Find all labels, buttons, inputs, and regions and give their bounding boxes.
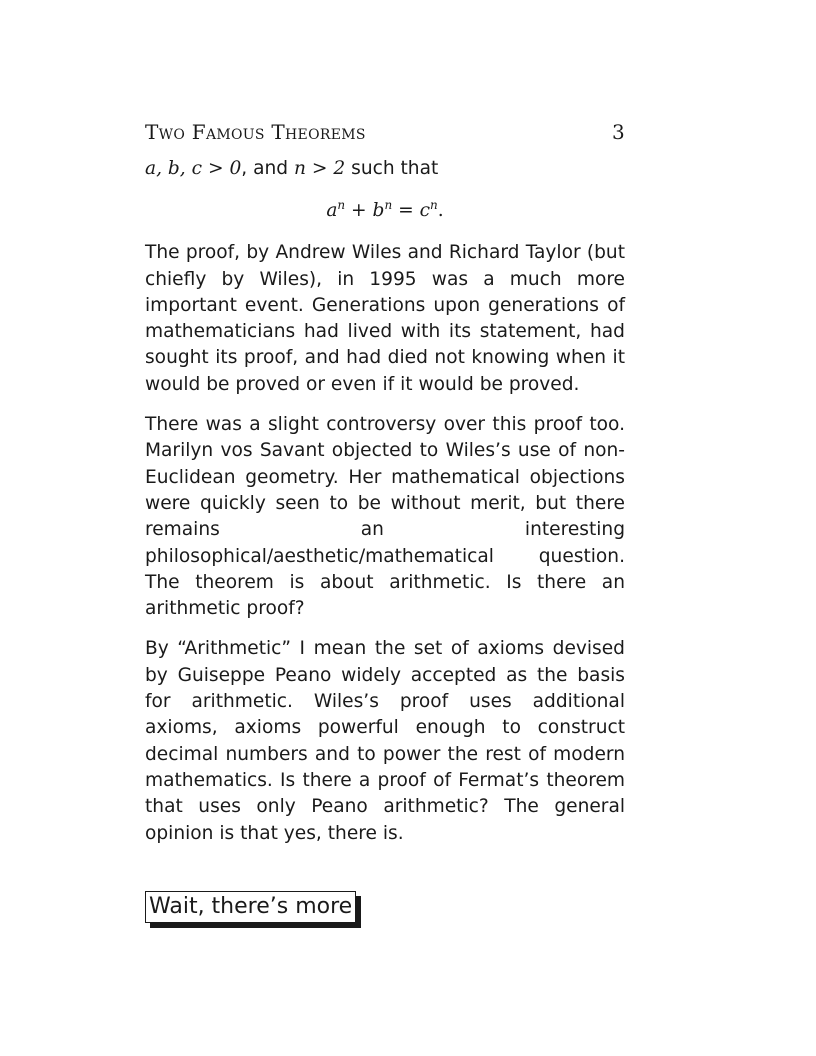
- eq-exp-3: n: [430, 198, 438, 213]
- eq-base-b: b: [372, 200, 385, 222]
- paragraph-controversy: There was a slight controversy over this proof too. Marilyn vos Savant objected to Wiles’s use of non-Euclidean geometry. Her mathematical objections were quickly seen to be without merit, but there remains an interesting philosophical/aesthetic/mathematical question. The theorem is about arithmetic. Is there an arithmetic proof?: [145, 414, 625, 620]
- paragraph-peano-arithmetic: By “Arithmetic” I mean the set of axioms devised by Guiseppe Peano widely accepted as the basis for arithmetic. Wiles’s proof uses additional axioms, axioms powerful enough to construct decimal numbers and to power the rest of modern mathematics. Is there a proof of Fermat’s theorem that uses only Peano arithmetic? The general opinion is that yes, there is.: [145, 638, 625, 844]
- paragraph-wiles-proof: The proof, by Andrew Wiles and Richard Taylor (but chiefly by Wiles), in 1995 was a much more important event. Generations upon generations of mathematicians had lived with its statement, had sought its proof, and had died not knowing when it would be proved or even if it would be proved.: [145, 242, 625, 395]
- eq-plus: +: [345, 200, 373, 222]
- eq-equals: =: [392, 200, 420, 222]
- continuation-text-1: , and: [241, 158, 294, 179]
- wait-theres-more-button[interactable]: Wait, there’s more: [145, 891, 356, 923]
- eq-base-a: a: [326, 200, 338, 222]
- running-head-title: Two Famous Theorems: [145, 120, 366, 144]
- more-button-wrapper: [145, 891, 356, 923]
- page-content: [145, 118, 625, 923]
- eq-period: .: [437, 200, 444, 222]
- continuation-line: [145, 156, 625, 182]
- inline-math-abc: a, b, c > 0: [145, 158, 242, 179]
- eq-base-c: c: [419, 200, 431, 222]
- continuation-text-2: such that: [345, 158, 439, 179]
- page-number: 3: [611, 120, 625, 144]
- running-head: [145, 118, 625, 148]
- fermat-equation: [145, 198, 625, 224]
- eq-exp-1: n: [337, 198, 346, 213]
- inline-math-n: n > 2: [294, 158, 346, 179]
- eq-exp-2: n: [384, 198, 393, 213]
